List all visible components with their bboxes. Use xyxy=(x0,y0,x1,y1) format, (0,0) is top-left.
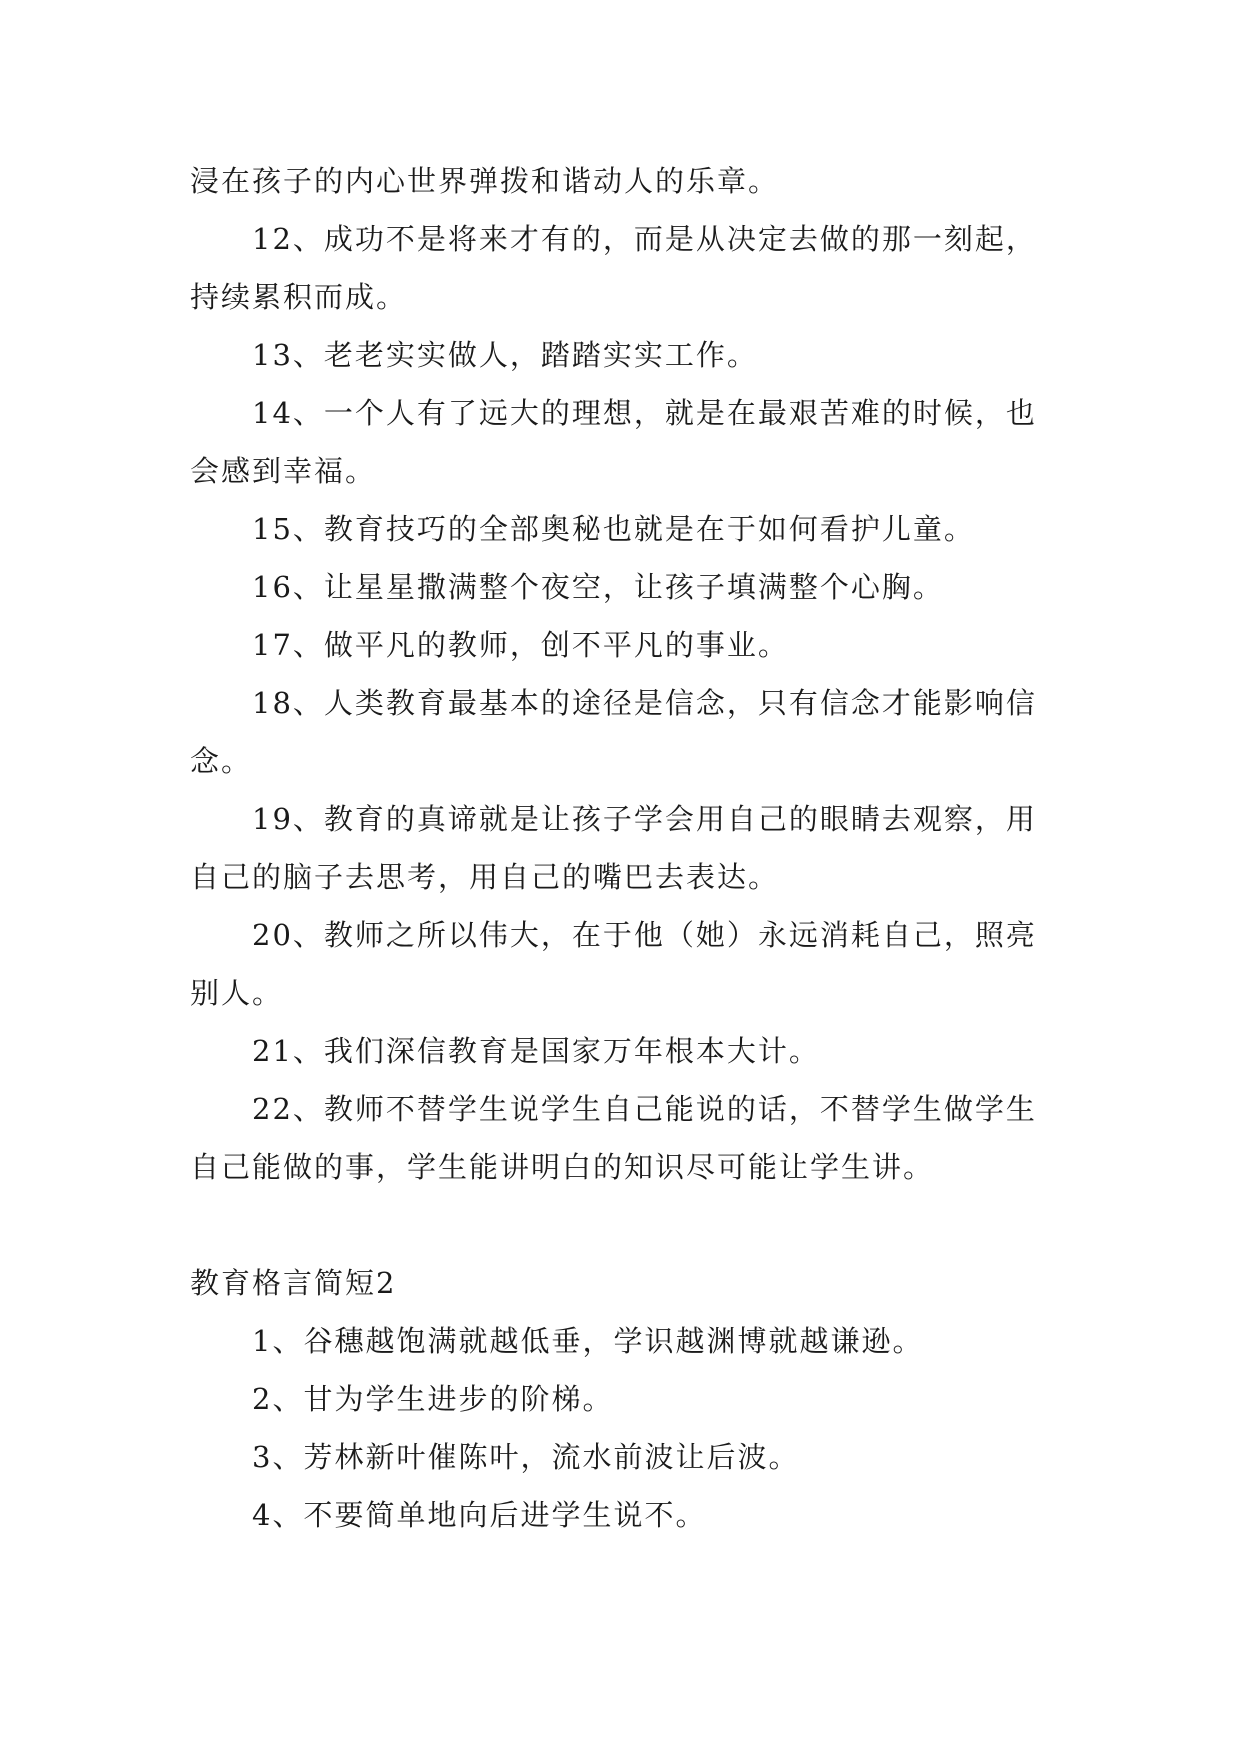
list-item: 15、教育技巧的全部奥秘也就是在于如何看护儿童。 xyxy=(252,512,975,546)
list-item: 21、我们深信教育是国家万年根本大计。 xyxy=(252,1034,820,1068)
list-item: 4、不要简单地向后进学生说不。 xyxy=(252,1498,707,1532)
list-item: 14、一个人有了远大的理想，就是在最艰苦难的时候，也会感到幸福。 xyxy=(190,396,1037,488)
list-item: 18、人类教育最基本的途径是信念，只有信念才能影响信念。 xyxy=(190,686,1037,778)
list-item: 19、教育的真谛就是让孩子学会用自己的眼睛去观察，用自己的脑子去思考，用自己的嘴巴去表达。 xyxy=(190,802,1037,894)
list-item: 17、做平凡的教师，创不平凡的事业。 xyxy=(252,628,789,662)
list-item: 12、成功不是将来才有的，而是从决定去做的那一刻起，持续累积而成。 xyxy=(190,222,1037,314)
list-item: 20、教师之所以伟大，在于他（她）永远消耗自己，照亮别人。 xyxy=(190,918,1037,1010)
list-item: 1、谷穗越饱满就越低垂，学识越渊博就越谦逊。 xyxy=(252,1324,924,1358)
list-item: 16、让星星撒满整个夜空，让孩子填满整个心胸。 xyxy=(252,570,944,604)
list-item: 2、甘为学生进步的阶梯。 xyxy=(252,1382,614,1416)
document-body xyxy=(190,152,1050,1544)
continuation-paragraph: 浸在孩子的内心世界弹拨和谐动人的乐章。 xyxy=(190,164,780,198)
list-item: 22、教师不替学生说学生自己能说的话，不替学生做学生自己能做的事，学生能讲明白的知识尽可能让学生讲。 xyxy=(190,1092,1037,1184)
list-item: 13、老老实实做人，踏踏实实工作。 xyxy=(252,338,758,372)
section-heading: 教育格言简短2 xyxy=(190,1266,397,1300)
list-item: 3、芳林新叶催陈叶，流水前波让后波。 xyxy=(252,1440,800,1474)
